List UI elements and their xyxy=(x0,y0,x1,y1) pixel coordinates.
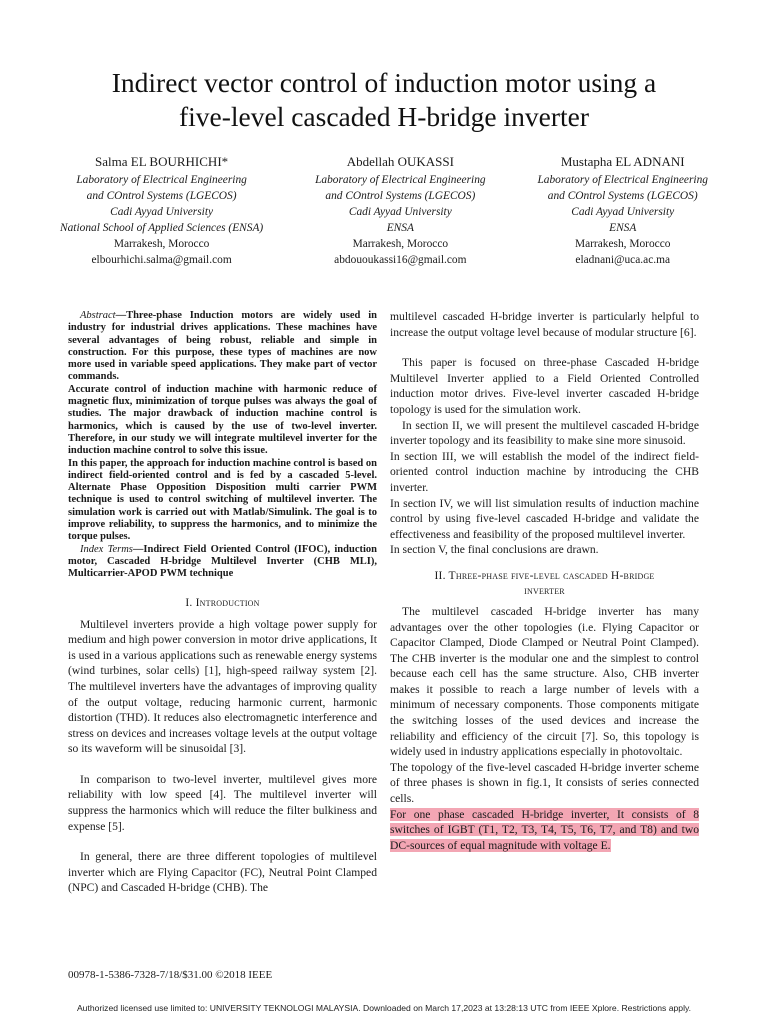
abstract-paragraph xyxy=(68,310,377,384)
author-affiliation: ENSA xyxy=(609,222,637,234)
author-block xyxy=(60,153,708,268)
author-email: eladnani@uca.ac.ma xyxy=(575,254,671,266)
author-name: Mustapha EL ADNANI xyxy=(560,154,685,169)
author-affiliation: Laboratory of Electrical Engineering xyxy=(537,174,708,186)
title-line-1: Indirect vector control of induction motor using a xyxy=(111,67,657,98)
title-line-2: five-level cascaded H-bridge inverter xyxy=(179,101,589,132)
abstract-paragraph: Accurate control of induction machine with harmonic reduce of magnetic flux, minimization of torque pulses was always the goal of studies. The major drawback of induction machine control is harmonics, which is caused by the use of two-level inverter. Therefore, in our study we will integrate multilevel inverter for the induction machine control to solve this issue. xyxy=(68,383,377,457)
right-column xyxy=(390,309,699,853)
author-email: abdououkassi16@gmail.com xyxy=(334,254,467,266)
index-terms-label: Index Terms xyxy=(80,543,133,555)
body-paragraph: In section III, we will establish the model of the indirect field-oriented control induction machine by introducing the CHB inverter. xyxy=(390,449,699,494)
author-name: Abdellah OUKASSI xyxy=(346,154,454,169)
abstract-label: Abstract xyxy=(80,310,116,321)
index-terms xyxy=(68,544,377,581)
section-heading-topology xyxy=(390,568,699,598)
author-city: Marrakesh, Morocco xyxy=(574,238,671,250)
intro-paragraph: Multilevel inverters provide a high voltage power supply for medium and high power conversion in motor drive applications, It is used in a various applications such as renewable energy systems (wind turbines, solar cells) [1], high-speed railway system [2]. The multilevel inverters have the advantages of improving quality of the output voltage, reducing harmonic current, harmonic distortion (THD). It reduces also electromagnetic interference and stress on devices and increases voltage levels at the output voltage so its waveform will be sinusoidal [3]. xyxy=(68,617,377,756)
body-paragraph: multilevel cascaded H-bridge inverter is particularly helpful to increase the output voltage level because of modular structure [6]. xyxy=(390,310,699,339)
author-affiliation: Laboratory of Electrical Engineering xyxy=(76,174,247,186)
author-city: Marrakesh, Morocco xyxy=(113,238,210,250)
author-2 xyxy=(315,153,486,268)
abstract xyxy=(68,310,377,581)
body-paragraph: The multilevel cascaded H-bridge inverter has many advantages over the other topologies (i.e. Flying Capacitor or Capacitor Clamped, Diode Clamped or Neutral Point Clamped). The CHB inverter is the modular one and the simplest to control because each cell has the same structure. Also, CHB inverter makes it possible to reach a large number of levels with a minimum of necessary components. Those components mitigate the switching losses of the used devices and increase the reliability and efficiency of the circuit [7]. So, this topology is widely used in industry applications especially in photovoltaic. xyxy=(390,604,699,759)
section-heading-introduction: I. Introduction xyxy=(185,595,260,609)
section-heading-line: II. Three-phase five-level cascaded H-bridge xyxy=(434,568,655,582)
author-affiliation: Cadi Ayyad University xyxy=(571,206,675,218)
body-paragraph: In section II, we will present the multilevel cascaded H-bridge inverter topology and its feasibility to make sine more sinusoid. xyxy=(390,418,699,448)
author-1 xyxy=(60,153,263,268)
author-name: Salma EL BOURHICHI* xyxy=(95,154,229,169)
body-paragraph: In section IV, we will list simulation results of induction machine control by using five-level cascaded H-bridge and validate the effectiveness and feasibility of the proposed multilevel inverter. xyxy=(390,496,699,541)
author-affiliation: Cadi Ayyad University xyxy=(348,206,452,218)
author-affiliation: National School of Applied Sciences (ENSA) xyxy=(60,222,264,234)
author-affiliation: and COntrol Systems (LGECOS) xyxy=(547,190,698,202)
author-affiliation: Cadi Ayyad University xyxy=(110,206,214,218)
copyright-line: 00978-1-5386-7328-7/18/$31.00 ©2018 IEEE xyxy=(68,969,273,981)
author-city: Marrakesh, Morocco xyxy=(352,238,449,250)
paper-title xyxy=(40,66,728,134)
body-paragraph: The topology of the five-level cascaded H-bridge inverter scheme of three phases is shown in fig.1, It consists of series connected cells. xyxy=(390,760,699,806)
body-paragraph: In section V, the final conclusions are drawn. xyxy=(390,543,599,557)
license-notice: Authorized licensed use limited to: UNIVERSITY TEKNOLOGI MALAYSIA. Downloaded on March 17,2023 at 13:28:13 UTC from IEEE Xplore. Restrictions apply. xyxy=(76,1003,692,1013)
section-heading-line: inverter xyxy=(524,583,565,597)
author-affiliation: and COntrol Systems (LGECOS) xyxy=(325,190,476,202)
author-email: elbourhichi.salma@gmail.com xyxy=(91,254,232,266)
author-affiliation: Laboratory of Electrical Engineering xyxy=(315,174,486,186)
author-affiliation: and COntrol Systems (LGECOS) xyxy=(86,190,237,202)
index-terms-text: —Indirect Field Oriented Control (IFOC), induction motor, Cascaded H-bridge Multilevel Inverter (CHB MLI), Multicarrier-APOD PWM technique xyxy=(68,543,377,580)
author-affiliation: ENSA xyxy=(386,222,414,234)
highlighted-paragraph xyxy=(390,807,699,854)
body-paragraph: This paper is focused on three-phase Cascaded H-bridge Multilevel Inverter applied to a Field Oriented Controlled induction motor drives. Five-level inverter cascaded H-bridge topology is used for the simulation work. xyxy=(390,356,699,416)
abstract-paragraph: In this paper, the approach for induction machine control is based on indirect field-oriented control and is fed by a cascaded 5-level. Alternate Phase Opposition Disposition multi carrier PWM technique is used to control switching of multilevel inverter. The simulation work is carried out with Matlab/Simulink. The goal is to improve reliability, to suppress the harmonics, and to minimize the torque pulses. xyxy=(68,457,377,543)
abstract-text: —Three-phase Induction motors are widely used in industry for industrial drives applications. These machines have several advantages of being robust, reliable and simple in construction. For this purpose, these types of machines are now more used in variable speed applications. They make part of vector commands. xyxy=(68,310,377,383)
intro-paragraph: In general, there are three different topologies of multilevel inverter which are Flying Capacitor (FC), Neutral Point Clamped (NPC) and Cascaded H-bridge (CHB). The xyxy=(68,850,377,895)
author-3 xyxy=(537,153,708,268)
highlighted-text: For one phase cascaded H-bridge inverter, It consists of 8 switches of IGBT (T1, T2, T3, T4, T5, T6, T7, and T8) and two DC-sources of equal magnitude with voltage E. xyxy=(390,807,699,852)
intro-paragraph: In comparison to two-level inverter, multilevel gives more reliability with low speed [4]. The multilevel inverter will suppress the harmonics which will reduce the filter bulkiness and expense [5]. xyxy=(68,772,377,833)
left-column xyxy=(68,310,377,896)
